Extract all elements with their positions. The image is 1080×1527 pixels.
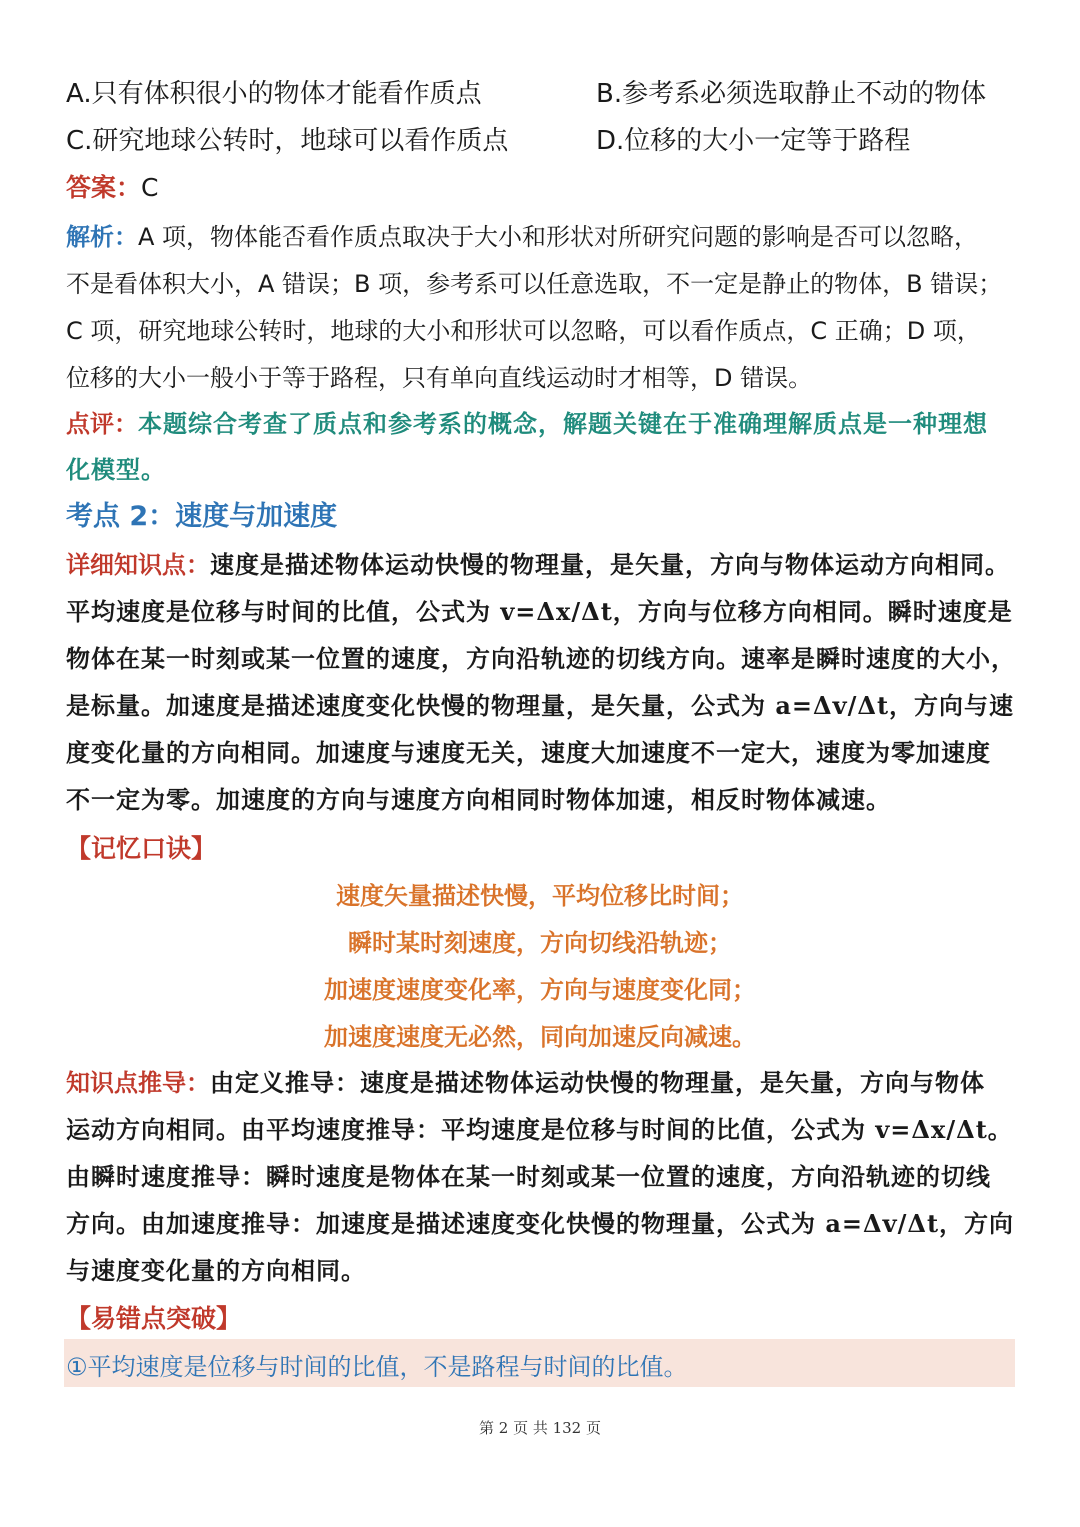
- analysis-line-2: 不是看体积大小，A 错误；B 项，参考系可以任意选取，不一定是静止的物体，B 错误；: [66, 270, 1003, 298]
- option-b: B.参考系必须选取静止不动的物体: [596, 79, 987, 109]
- comment-text-1: 本题综合考查了质点和参考系的概念，解题关键在于准确理解质点是一种理想: [138, 409, 988, 438]
- analysis-line-3: C 项，研究地球公转时，地球的大小和形状可以忽略，可以看作质点，C 正确；D 项，: [66, 317, 981, 345]
- answer-line: [66, 173, 1016, 203]
- derivation-label: 知识点推导：: [66, 1069, 210, 1097]
- derivation-line-4: 方向。由加速度推导：加速度是描述速度变化快慢的物理量，公式为 a=Δv/Δt，方向: [66, 1209, 1015, 1238]
- knowledge-line-3: 物体在某一时刻或某一位置的速度，方向沿轨迹的切线方向。速率是瞬时速度的大小，: [66, 644, 1016, 673]
- knowledge-line-5: 度变化量的方向相同。加速度与速度无关，速度大加速度不一定大，速度为零加速度: [66, 738, 991, 767]
- mnemonic-line-3: 加速度速度变化率，方向与速度变化同；: [324, 976, 756, 1004]
- derivation-line-1: [66, 1068, 1016, 1098]
- memory-title: 【记忆口诀】: [66, 834, 217, 863]
- answer-value: C: [141, 173, 159, 202]
- mistakes-title: 【易错点突破】: [66, 1304, 242, 1333]
- option-c: C.研究地球公转时，地球可以看作质点: [66, 126, 509, 156]
- option-a: A.只有体积很小的物体才能看作质点: [66, 79, 482, 109]
- knowledge-line-4: 是标量。加速度是描述速度变化快慢的物理量，是矢量，公式为 a=Δv/Δt，方向与速: [66, 691, 1015, 720]
- analysis-text-1: A 项，物体能否看作质点取决于大小和形状对所研究问题的影响是否可以忽略，: [138, 223, 979, 251]
- knowledge-line-2: 平均速度是位移与时间的比值，公式为 v=Δx/Δt，方向与位移方向相同。瞬时速度是: [66, 597, 1013, 626]
- comment-line-2: 化模型。: [66, 455, 166, 484]
- mistake-item-1: ①平均速度是位移与时间的比值，不是路程与时间的比值。: [66, 1353, 688, 1381]
- comment-label: 点评：: [66, 410, 138, 438]
- answer-label: 答案：: [66, 173, 142, 202]
- analysis-line-4: 位移的大小一般小于等于路程，只有单向直线运动时才相等，D 错误。: [66, 364, 813, 392]
- derivation-line-2: 运动方向相同。由平均速度推导：平均速度是位移与时间的比值，公式为 v=Δx/Δt。: [66, 1115, 1013, 1144]
- mnemonic-line-2: 瞬时某时刻速度，方向切线沿轨迹；: [348, 929, 732, 957]
- knowledge-text-1: 速度是描述物体运动快慢的物理量，是矢量，方向与物体运动方向相同。: [210, 550, 1010, 579]
- knowledge-line-6: 不一定为零。加速度的方向与速度方向相同时物体加速，相反时物体减速。: [66, 785, 891, 814]
- knowledge-line-1: [66, 550, 1016, 580]
- knowledge-label: 详细知识点：: [66, 551, 210, 579]
- section-title: 考点 2：速度与加速度: [66, 501, 338, 532]
- derivation-line-3: 由瞬时速度推导：瞬时速度是物体在某一时刻或某一位置的速度，方向沿轨迹的切线: [66, 1162, 991, 1191]
- option-d: D.位移的大小一定等于路程: [596, 126, 911, 156]
- comment-line-1: [66, 409, 1016, 439]
- analysis-line-1: [66, 222, 1016, 252]
- mnemonic-line-1: 速度矢量描述快慢，平均位移比时间；: [336, 882, 744, 910]
- derivation-text-1: 由定义推导：速度是描述物体运动快慢的物理量，是矢量，方向与物体: [210, 1068, 985, 1097]
- page-footer: 第 2 页 共 132 页: [478, 1419, 601, 1437]
- mnemonic-line-4: 加速度速度无必然，同向加速反向减速。: [324, 1023, 756, 1051]
- analysis-label: 解析：: [66, 223, 138, 251]
- derivation-line-5: 与速度变化量的方向相同。: [66, 1256, 366, 1285]
